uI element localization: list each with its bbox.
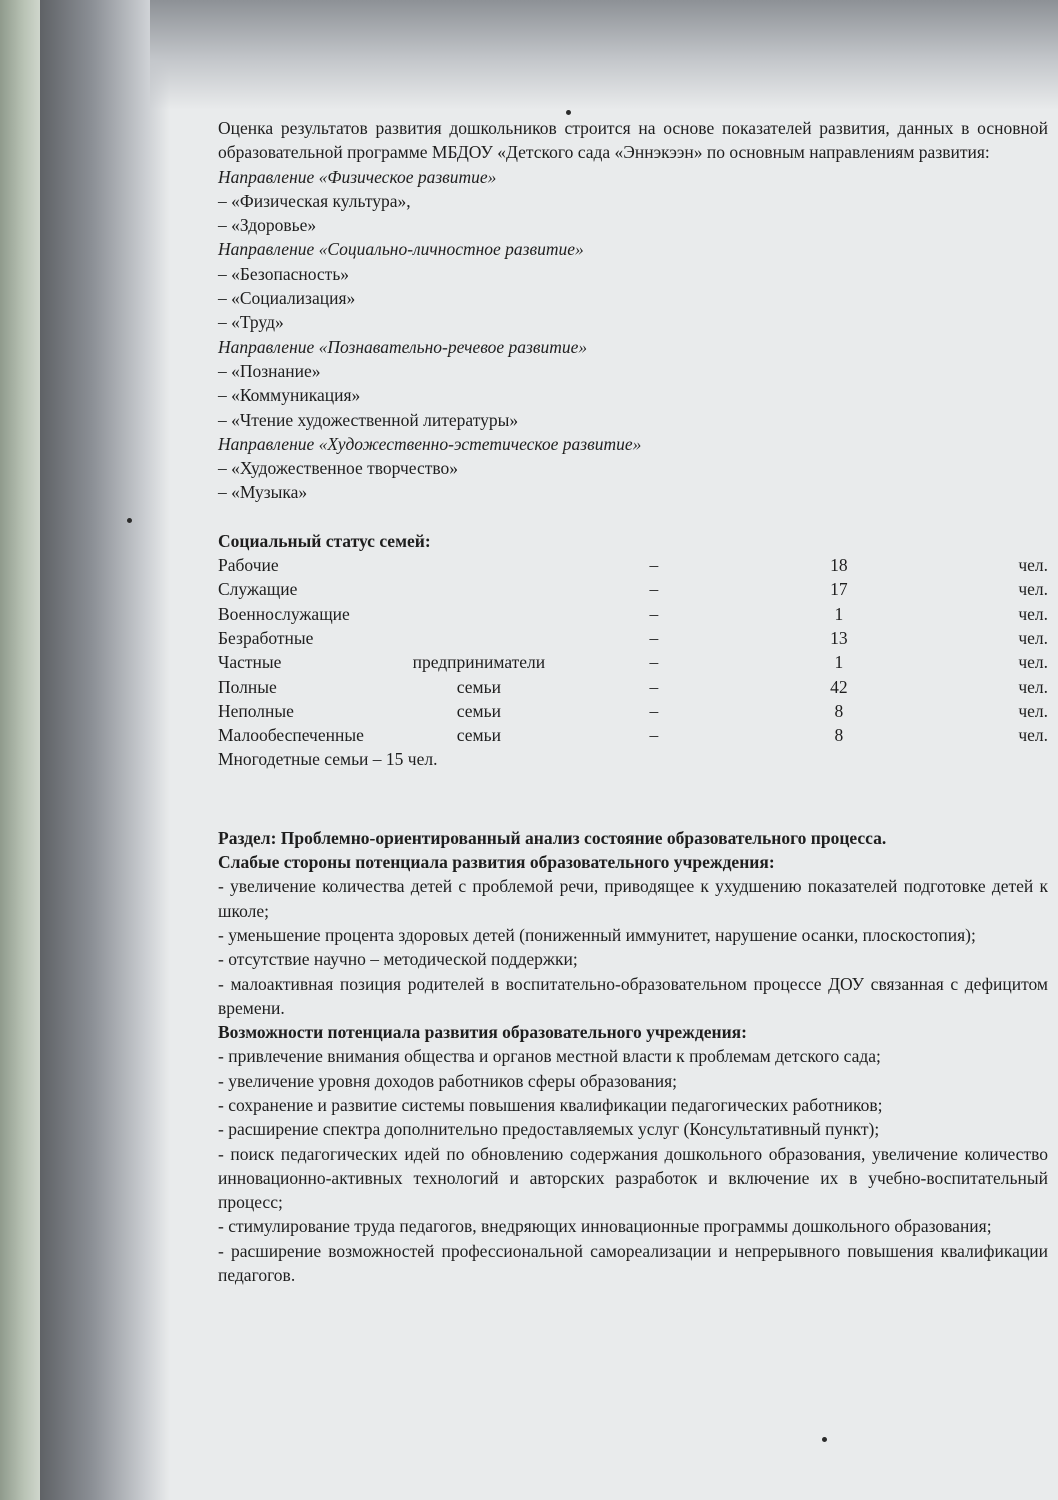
spacer [218,505,1048,529]
row-word [364,626,594,650]
scan-speck [822,1437,827,1442]
direction-item: – «Безопасность» [218,263,350,284]
table-row [218,723,1048,747]
direction-cognitive [218,335,1048,432]
direction-title: Направление «Познавательно-речевое развитие» [218,336,588,357]
row-dash: – [649,652,659,673]
direction-item: – «Познание» [218,360,321,381]
direction-title: Направление «Социально-личностное развитие» [218,239,584,260]
row-unit: чел. [1018,725,1048,746]
direction-item: – «Социализация» [218,288,356,309]
row-unit: чел. [1018,627,1048,648]
row-value: 1 [834,603,844,624]
table-row [218,699,1048,723]
row-label: Неполные [218,700,294,721]
row-unit: чел. [1018,652,1048,673]
scan-left-edge [0,0,40,1500]
list-item: - уменьшение процента здоровых детей (пониженный иммунитет, нарушение осанки, плоскостопия); [218,924,976,945]
scan-binding-shadow [40,0,170,1500]
social-status-heading: Социальный статус семей: [218,530,431,551]
row-label: Военнослужащие [218,603,350,624]
row-dash: – [649,700,659,721]
row-unit: чел. [1018,700,1048,721]
row-word: семьи [456,676,501,697]
direction-title: Направление «Физическое развитие» [218,166,497,187]
row-value: 8 [834,700,844,721]
scan-speck [127,518,132,523]
table-row [218,553,1048,577]
row-value: 18 [830,555,848,576]
row-label: Служащие [218,579,298,600]
section-title: Раздел: Проблемно-ориентированный анализ состояние образовательного процесса. [218,827,887,848]
document-page [218,116,1048,1287]
row-value: 13 [830,627,848,648]
list-item: - поиск педагогических идей по обновлению содержания дошкольного образования, увеличение количество инновационно-активных технологий и авторских разработок и включение их в учебно-воспитательный процесс; [218,1143,1048,1213]
direction-physical [218,165,1048,238]
direction-item: – «Труд» [218,312,284,333]
row-value: 1 [834,652,844,673]
row-unit: чел. [1018,579,1048,600]
row-dash: – [649,627,659,648]
row-value: 8 [834,725,844,746]
row-label: Полные [218,676,277,697]
list-item: - отсутствие научно – методической поддержки; [218,949,578,970]
table-row [218,675,1048,699]
scan-speck [566,110,571,115]
direction-item: – «Физическая культура», [218,190,411,211]
spacer [218,772,1048,826]
direction-item: – «Коммуникация» [218,385,361,406]
row-word [364,553,594,577]
row-value: 42 [830,676,848,697]
list-item: - привлечение внимания общества и органов местной власти к проблемам детского сада; [218,1046,881,1067]
direction-item: – «Здоровье» [218,215,317,236]
row-label: Частные [218,652,282,673]
large-families-line: Многодетные семьи – 15 чел. [218,749,438,770]
list-item: - стимулирование труда педагогов, внедряющих инновационные программы дошкольного образования; [218,1216,992,1237]
direction-item: – «Чтение художественной литературы» [218,409,519,430]
row-dash: – [649,725,659,746]
scan-top-shadow [150,0,1058,110]
direction-item: – «Музыка» [218,482,308,503]
row-label: Безработные [218,627,314,648]
list-item: - малоактивная позиция родителей в воспитательно-образовательном процессе ДОУ связанная с дефицитом времени. [218,973,1048,1018]
row-label: Рабочие [218,555,279,576]
opportunities-heading: Возможности потенциала развития образовательного учреждения: [218,1022,747,1043]
list-item: - расширение возможностей профессиональной самореализации и непрерывного повышения квалификации педагогов. [218,1240,1048,1286]
row-label: Малообеспеченные [218,725,364,746]
row-value: 17 [830,579,848,600]
weak-sides-heading: Слабые стороны потенциала развития образовательного учреждения: [218,852,775,873]
row-word: семьи [456,725,501,746]
list-item: - увеличение количества детей с проблемой речи, приводящее к ухудшению показателей подготовке детей к школе; [218,876,1048,921]
row-word [364,577,594,601]
row-word: предприниматели [412,652,546,673]
list-item: - расширение спектра дополнительно предоставляемых услуг (Консультативный пункт); [218,1119,880,1140]
row-dash: – [649,555,659,576]
row-word [364,602,594,626]
list-item: - увеличение уровня доходов работников сферы образования; [218,1070,678,1091]
direction-social [218,237,1048,334]
row-word: семьи [456,700,501,721]
table-row [218,577,1048,601]
direction-artistic [218,432,1048,505]
row-unit: чел. [1018,555,1048,576]
social-status-table [218,553,1048,747]
table-row [218,602,1048,626]
row-dash: – [649,603,659,624]
table-row [218,626,1048,650]
table-row [218,650,1048,674]
direction-title: Направление «Художественно-эстетическое развитие» [218,433,642,454]
list-item: - сохранение и развитие системы повышения квалификации педагогических работников; [218,1094,883,1115]
row-dash: – [649,579,659,600]
intro-paragraph: Оценка результатов развития дошкольников строится на основе показателей развития, данных в основной образовательной программе МБДОУ «Детского сада «Эннэкээн» по основным направлениям развития: [218,118,1048,163]
row-unit: чел. [1018,603,1048,624]
row-unit: чел. [1018,676,1048,697]
row-dash: – [649,676,659,697]
direction-item: – «Художественное творчество» [218,458,459,479]
